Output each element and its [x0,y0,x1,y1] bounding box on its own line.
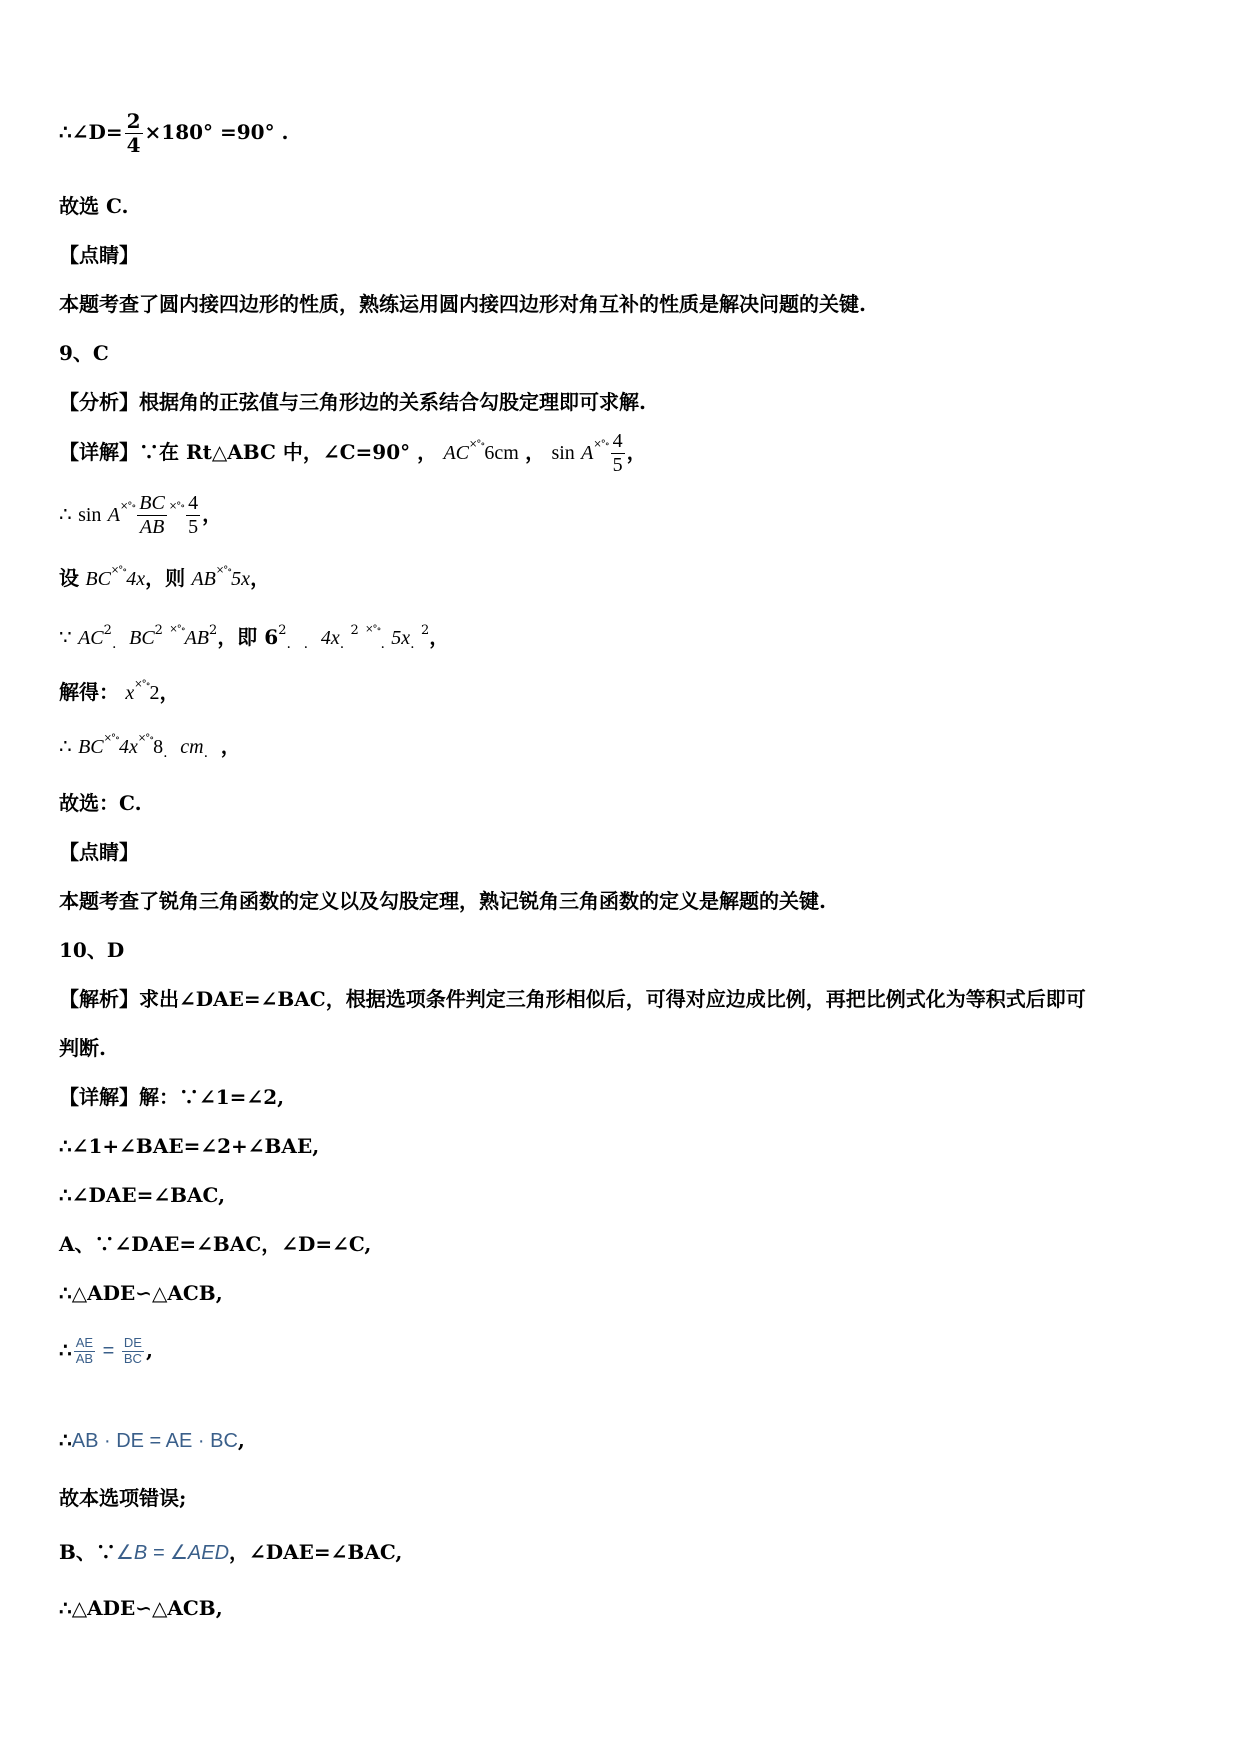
option-b-label: B、∵ [59,1540,116,1564]
fraction-4-5 [611,430,625,477]
fraction-numerator: AE [75,1335,94,1350]
detail-line-given: 【详解】∵在 Rt△ABC 中，∠C=90° ， AC×°∘6cm ， sin A×°∘ $\frac{4}{5}$ ， [59,430,647,476]
equals-glyph: ×°∘ [137,733,154,744]
fraction-denominator: 4 [126,133,141,157]
detail-line-result: ∴ $BC^{\times^\circ\circ}4x^{\times^\circ\circ}8_.$ $cm_.$ ， [59,733,241,761]
question-number-9: 9、C [59,341,109,365]
detail-line: ∴∠1+∠BAE=∠2+∠BAE, [59,1134,320,1158]
option-conclusion: 故本选项错误; [59,1486,187,1510]
analysis-text: 【解析】求出∠DAE=∠BAC，根据选项条件判定三角形相似后，可得对应边成比例，再把比例式化为等积式后即可 [59,987,1086,1011]
detail-line-pythagoras: ∵ $AC^2_.$ $BC^2$ $^{\times^\circ\circ}AB^2$，即 $6^2_.$ $_.$ $4x_.$ $^2$ ×°∘$_.$ $5x_.$ $^2$， [59,623,450,652]
section-heading-dianjing: 【点睛】 [59,243,139,267]
detail-line-sin: ∴ sin A×°∘ $\frac{BC}{AB}$ ×°∘ $\frac{4}{5}$ ， [59,492,223,538]
fraction-numerator: 4 [612,430,623,452]
option-a-line: A、∵∠DAE=∠BAC，∠D=∠C, [59,1232,372,1256]
math-ab: AB [184,627,210,649]
fraction-denominator: AB [75,1350,94,1366]
product-line: ∴AB · DE = AE · BC, [59,1428,245,1452]
math-sin: sin [78,504,102,526]
section-heading-dianjing: 【点睛】 [59,840,139,864]
math-4x: 4x [118,736,138,758]
angle-d-suffix: ×180° =90° . [144,120,289,144]
angle-expression: ∠B = ∠AED [115,1542,230,1564]
summary-text: 本题考查了锐角三角函数的定义以及勾股定理，熟记锐角三角函数的定义是解题的关键. [59,889,826,913]
because-symbol: ∵ [59,625,72,649]
fraction-de-bc [122,1336,144,1367]
fraction-denominator: 5 [188,516,199,538]
math-a: A [107,504,121,526]
math-sin: sin [551,442,575,464]
math-a: A [581,442,594,464]
analysis-text: 【分析】根据角的正弦值与三角形边的关系结合勾股定理即可求解. [59,390,646,414]
therefore-symbol: ∴ [59,1337,72,1362]
ratio-line: ∴ $\frac{AE}{AB}$ = $\frac{DE}{BC}$ , [59,1335,153,1366]
fraction-numerator: DE [123,1335,142,1350]
therefore-symbol: ∴ [59,502,72,526]
math-2: 2 [149,682,160,704]
math-4x: 4x [126,568,146,590]
fraction-ae-ab [74,1336,95,1367]
line-angle-d [59,110,289,157]
summary-text: 本题考查了圆内接四边形的性质，熟练运用圆内接四边形对角互补的性质是解决问题的关键. [59,292,866,316]
detail-line-set: 设 BC×°∘4x，则 AB×°∘5x， [59,565,271,590]
angle-d-prefix: ∴∠D= [59,120,123,144]
equals-glyph: ×°∘ [110,565,127,576]
fraction-4-5 [186,492,200,539]
math-bc: BC [129,627,155,649]
equals-glyph: ×°∘ [134,679,150,690]
detail-given-text: 【详解】∵在 Rt△ABC 中，∠C=90° ， [59,440,438,464]
math-5x: 5x [391,627,411,649]
fraction-bc-ab [137,492,167,539]
equals-glyph: ×°∘ [169,624,185,635]
math-6cm: 6cm [484,442,519,464]
math-5x: 5x [231,568,251,590]
similarity-line: ∴△ADE∽△ACB, [59,1596,223,1620]
fraction-denominator: 5 [612,454,623,476]
equals-glyph: ×°∘ [103,733,119,744]
math-cm: cm [180,736,204,758]
math-bc: BC [78,736,104,758]
math-ac: AC [78,627,104,649]
fraction-denominator: AB [139,516,165,538]
detail-line: ∴∠DAE=∠BAC, [59,1183,226,1207]
answer-line: 故选 C. [59,194,129,218]
set-label: 设 [59,566,79,590]
therefore-symbol: ∴ [59,734,72,758]
math-ac: AC [443,442,470,464]
equals-glyph: ×°∘ [120,501,136,512]
math-ab: AB [191,568,216,590]
math-bc: BC [85,568,111,590]
solve-label: 解得： [59,680,119,704]
product-expression: AB · DE = AE · BC [71,1430,238,1452]
math-4x: 4x [320,627,340,649]
answer-line: 故选：C. [59,791,142,815]
detail-line: 【详解】解：∵∠1=∠2, [59,1085,285,1109]
then-label: ，则 [145,566,186,590]
question-number-10: 10、D [59,938,125,962]
equals-glyph: ×°∘ [593,439,609,450]
fraction-numerator: BC [139,492,165,514]
math-x: x [125,682,135,704]
fraction-numerator: 4 [188,492,199,514]
namely-label: ，即 6 [217,625,279,649]
equals-glyph: ×°∘ [215,565,232,576]
option-b-condition: ，∠DAE=∠BAC, [229,1540,403,1564]
equals-glyph: ×°∘ [469,439,485,450]
math-8: 8 [153,736,164,758]
therefore-symbol: ∴ [59,1428,72,1452]
equals-glyph: ×°∘ [365,624,381,635]
analysis-text-continued: 判断. [59,1036,106,1060]
fraction-denominator: BC [123,1350,142,1366]
fraction-numerator: 2 [126,109,141,133]
similarity-line: ∴△ADE∽△ACB, [59,1281,223,1305]
option-b-line [59,1542,402,1563]
fraction-2-4 [125,110,143,157]
equals-glyph: ×°∘ [168,501,185,512]
detail-line-solve: 解得： x×°∘2， [59,679,180,704]
